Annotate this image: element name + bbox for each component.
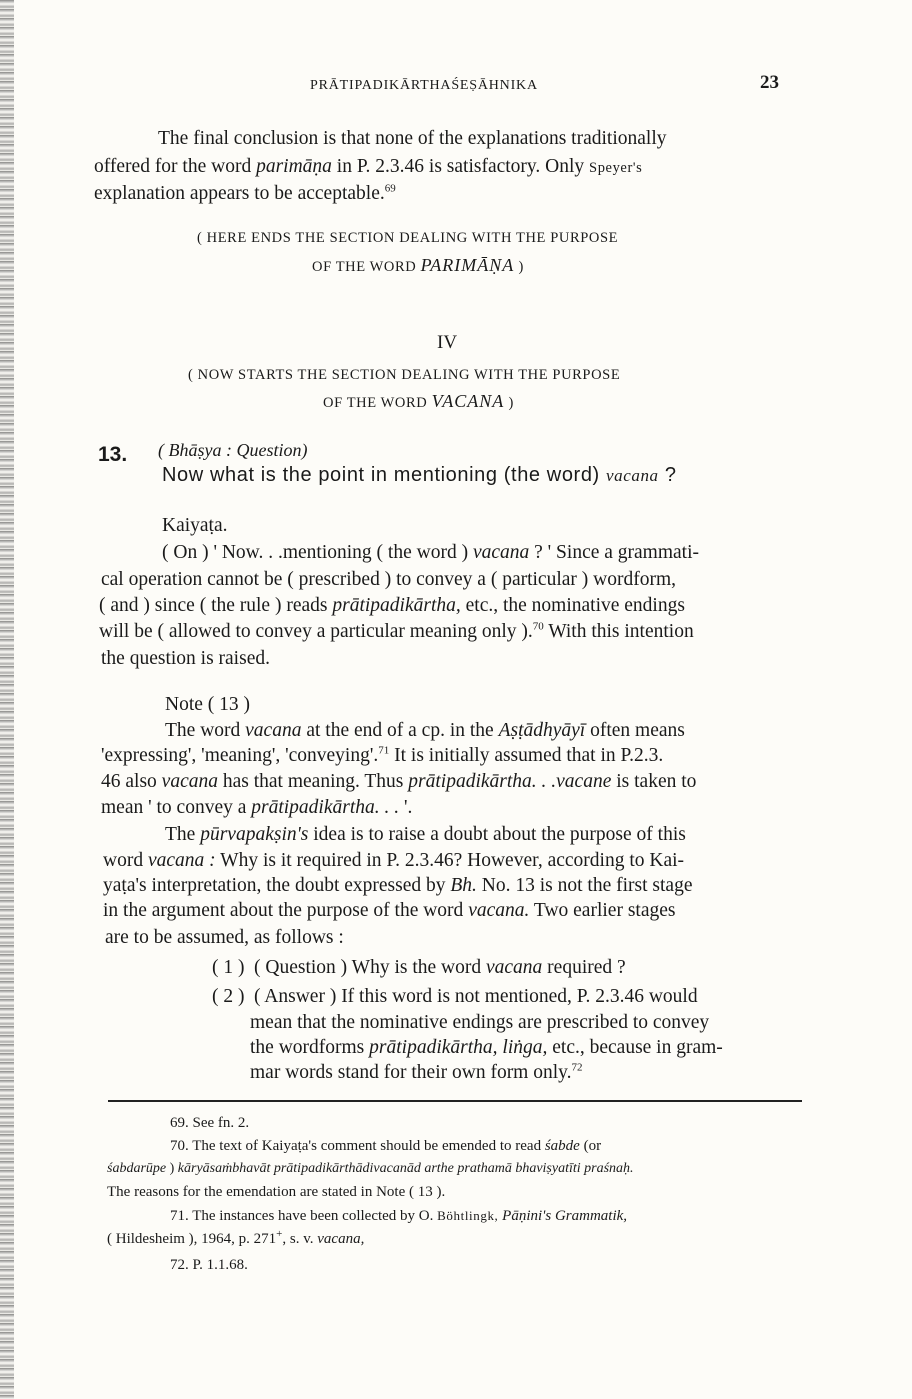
text-line: ( Question ) Why is the word vacana required ? bbox=[254, 957, 626, 978]
text-line: in the argument about the purpose of the word vacana. Two earlier stages bbox=[103, 900, 676, 921]
text-line: ( Answer ) If this word is not mentioned, P. 2.3.46 would bbox=[254, 986, 698, 1007]
footnote-70-line-2: śabdarūpe ) kāryāsaṁbhavāt prātipadikārthādivacanād arthe prathamā bhaviṣyatīti praśnaḥ. bbox=[107, 1161, 634, 1176]
heading-line: ( HERE ENDS THE SECTION DEALING WITH THE PURPOSE bbox=[197, 230, 619, 246]
passage-label: ( Bhāṣya : Question) bbox=[158, 440, 308, 460]
text-line: word vacana : Why is it required in P. 2.3.46? However, according to Kai- bbox=[103, 850, 685, 871]
text-line: will be ( allowed to convey a particular meaning only ).$^{70}$ With this intention bbox=[99, 620, 694, 642]
footnote-rule bbox=[108, 1100, 802, 1102]
text-line: mean that the nominative endings are prescribed to convey bbox=[250, 1012, 710, 1033]
heading-line: ( NOW STARTS THE SECTION DEALING WITH THE PURPOSE bbox=[188, 367, 621, 383]
text-line: ( On ) ' Now. . .mentioning ( the word ) vacana ? ' Since a grammati- bbox=[162, 542, 700, 563]
passage-number: 13. bbox=[98, 443, 128, 466]
text-line: mean ' to convey a prātipadikārtha. . . '. bbox=[101, 797, 413, 818]
heading-line: OF THE WORD PARIMĀṆA ) bbox=[312, 255, 524, 275]
text-line: yaṭa's interpretation, the doubt expressed by Bh. No. 13 is not the first stage bbox=[103, 875, 693, 896]
text-line: mar words stand for their own form only.$^{72}$ bbox=[250, 1061, 583, 1083]
heading-line: OF THE WORD VACANA ) bbox=[323, 391, 514, 411]
text-line: The pūrvapakṣin's idea is to raise a doubt about the purpose of this bbox=[165, 824, 686, 845]
footnote-71-line-2: ( Hildesheim ), 1964, p. 271+, s. v. vacana, bbox=[107, 1228, 365, 1247]
page-number: 23 bbox=[760, 72, 779, 93]
section-number: IV bbox=[437, 332, 458, 353]
text-line: The final conclusion is that none of the explanations traditionally bbox=[158, 128, 667, 149]
item-number: ( 1 ) bbox=[212, 957, 245, 978]
note-heading: Note ( 13 ) bbox=[165, 694, 251, 715]
text-line: 46 also vacana has that meaning. Thus prātipadikārtha. . .vacane is taken to bbox=[101, 771, 697, 792]
footnote-70: 70. The text of Kaiyaṭa's comment should be emended to read śabde (or bbox=[170, 1138, 602, 1154]
text-line: 'expressing', 'meaning', 'conveying'.$^{71}$ It is initially assumed that in P.2.3. bbox=[101, 744, 664, 766]
text-line: the wordforms prātipadikārtha, liṅga, etc., because in gram- bbox=[250, 1037, 723, 1058]
item-number: ( 2 ) bbox=[212, 986, 245, 1007]
footnote-72: 72. P. 1.1.68. bbox=[170, 1257, 248, 1273]
text-line: are to be assumed, as follows : bbox=[105, 927, 344, 948]
bhasya-question: Now what is the point in mentioning (the word) vacana ? bbox=[162, 464, 677, 486]
text-line: cal operation cannot be ( prescribed ) to convey a ( particular ) wordform, bbox=[101, 569, 677, 590]
footnote-71: 71. The instances have been collected by O. Böhtlingk, Pāṇini's Grammatik, bbox=[170, 1208, 628, 1224]
commentary-heading: Kaiyaṭa. bbox=[162, 515, 228, 536]
text-line: explanation appears to be acceptable.$^{69}$ bbox=[94, 182, 396, 204]
text-line: The word vacana at the end of a cp. in the Aṣṭādhyāyī often means bbox=[165, 720, 685, 741]
text-line: offered for the word parimāṇa in P. 2.3.46 is satisfactory. Only Speyer's bbox=[94, 156, 643, 177]
running-title: PRĀTIPADIKĀRTHAŚEṢĀHNIKA bbox=[310, 78, 538, 93]
text-line: the question is raised. bbox=[101, 648, 270, 669]
footnote-69: 69. See fn. 2. bbox=[170, 1115, 250, 1131]
text-line: ( and ) since ( the rule ) reads prātipadikārtha, etc., the nominative endings bbox=[99, 595, 685, 616]
footnote-70-line-3: The reasons for the emendation are stated in Note ( 13 ). bbox=[107, 1184, 446, 1200]
